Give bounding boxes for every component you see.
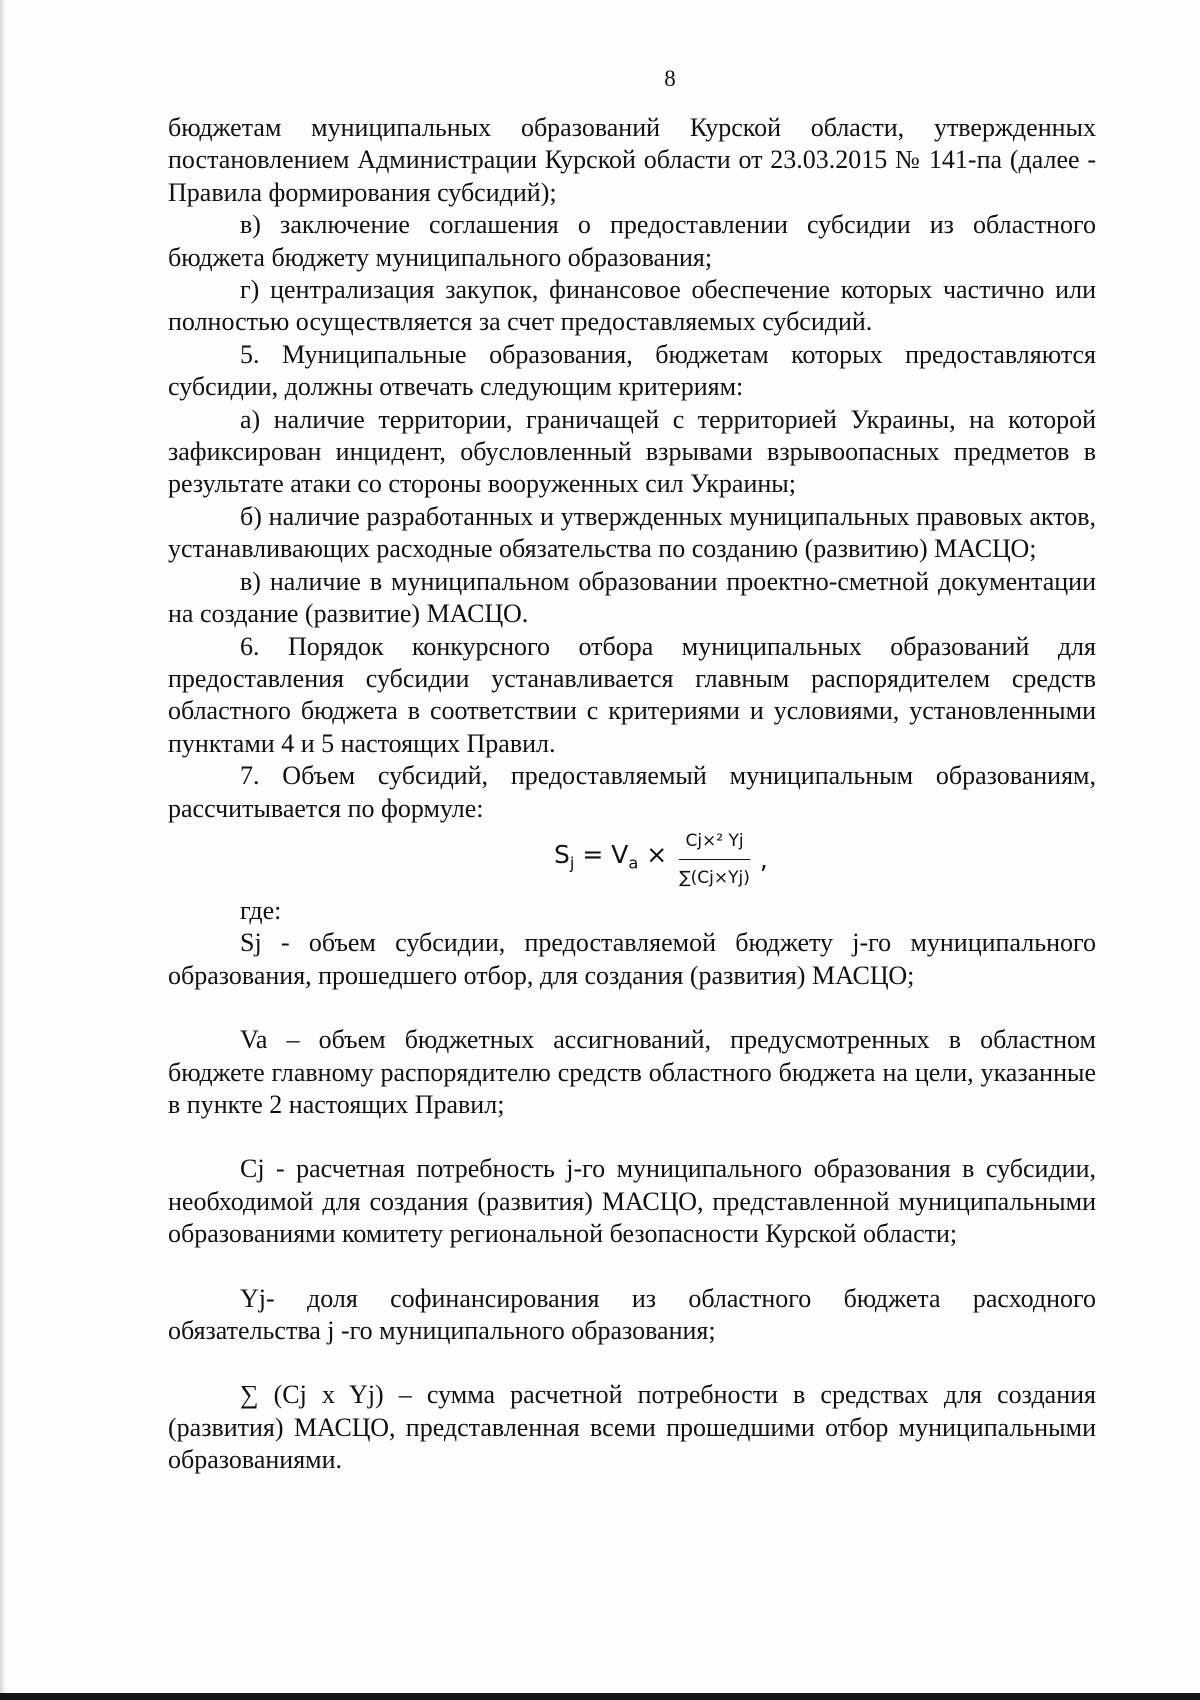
formula-comma: , (759, 844, 768, 874)
paragraph-section-6: 6. Порядок конкурсного отбора муниципальных образований для предоставления субсидии устанавливается главным распорядителем средств областного бюджета в соответствии с критериями и условиями, установленными пунктами 4 и 5 настоящих Правил. (168, 631, 1096, 758)
subsidy-formula (168, 829, 1096, 891)
paragraph-criterion-v: в) наличие в муниципальном образовании проектно-сметной документации на создание (развитие) МАСЦО. (168, 566, 1096, 629)
formula-denominator: ∑(Cj×Yj) (679, 868, 750, 889)
paragraph-criterion-a: а) наличие территории, граничащей с территорией Украины, на которой зафиксирован инцидент, обусловленный взрывами взрывоопасных предметов в результате атаки со стороны вооруженных сил Украины; (168, 404, 1096, 499)
definition-sum: ∑ (Cj x Yj) – сумма расчетной потребности в средствах для создания (развития) МАСЦО, представленная всеми прошедшими отбор муниципальными образованиями. (168, 1380, 1096, 1475)
paragraph-criterion-b: б) наличие разработанных и утвержденных муниципальных правовых актов, устанавливающих расходные обязательства по созданию (развитию) МАСЦО; (168, 501, 1096, 564)
paragraph-item-v: в) заключение соглашения о предоставлении субсидии из областного бюджета бюджету муниципального образования; (168, 210, 1096, 272)
where-label: где: (240, 895, 282, 925)
formula-fraction (673, 825, 756, 895)
formula-lhs: $S_j = V_a$ × (554, 840, 668, 874)
document-body (168, 112, 1096, 1477)
paragraph-section-5: 5. Муниципальные образования, бюджетам которых предоставляются субсидии, должны отвечать следующим критериям: (168, 339, 1096, 402)
paragraph-section-7: 7. Объем субсидий, предоставляемый муниципальным образованиям, рассчитывается по формуле: (168, 761, 1096, 823)
paragraph-continuation: бюджетам муниципальных образований Курской области, утвержденных постановлением Администрации Курской области от 23.03.2015 № 141-па (далее - Правила формирования субсидий); (168, 113, 1096, 207)
page-number: 8 (664, 66, 676, 91)
scan-bottom-edge (0, 1693, 1200, 1700)
definition-cj: Cj - расчетная потребность j-го муниципального образования в субсидии, необходимой для создания (развития) МАСЦО, представленной муниципальными образованиями комитету региональной безопасности Курской области; (168, 1154, 1096, 1249)
scan-edge-shadow (0, 0, 6, 1700)
definition-sj: Sj - объем субсидии, предоставляемой бюджету j-го муниципального образования, прошедшего отбор, для создания (развития) МАСЦО; (168, 928, 1096, 990)
formula-numerator: Cj×² Yj (679, 825, 749, 860)
paragraph-item-g: г) централизация закупок, финансовое обеспечение которых частично или полностью осуществляется за счет предоставляемых субсидий. (168, 275, 1096, 337)
definition-va: Va – объем бюджетных ассигнований, предусмотренных в областном бюджете главному распорядителю средств областного бюджета на цели, указанные в пункте 2 настоящих Правил; (168, 1025, 1096, 1119)
definition-yj: Yj- доля софинансирования из областного бюджета расходного обязательства j -го муниципального образования; (168, 1283, 1096, 1345)
